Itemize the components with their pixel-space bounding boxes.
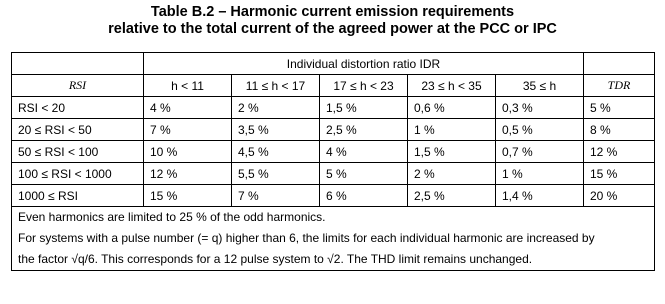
table-cell: 2,5 % — [408, 185, 496, 207]
table-cell: 12 % — [584, 141, 655, 163]
header-empty-cell — [584, 53, 655, 75]
column-header-rsi: RSI — [12, 75, 144, 97]
table-row — [12, 141, 655, 163]
column-header-3: 17 ≤ h < 23 — [320, 75, 408, 97]
table-cell: 15 % — [584, 163, 655, 185]
table-cell: 5 % — [320, 163, 408, 185]
table-cell: 0,7 % — [496, 141, 584, 163]
table-cell: 1,5 % — [320, 97, 408, 119]
table-notes — [12, 207, 655, 271]
table-cell: 8 % — [584, 119, 655, 141]
header-row-columns — [12, 75, 655, 97]
table-row — [12, 119, 655, 141]
table-cell: 1 % — [496, 163, 584, 185]
column-header-tdr: TDR — [584, 75, 655, 97]
table-cell: 5 % — [584, 97, 655, 119]
table-cell: 0,3 % — [496, 97, 584, 119]
column-header-4: 23 ≤ h < 35 — [408, 75, 496, 97]
table-cell: 20 % — [584, 185, 655, 207]
row-label: 100 ≤ RSI < 1000 — [12, 163, 144, 185]
note-even-harmonics: Even harmonics are limited to 25 % of the odd harmonics. — [18, 210, 326, 224]
row-label: 20 ≤ RSI < 50 — [12, 119, 144, 141]
table-title-line-1: Table B.2 – Harmonic current emission requirements — [150, 4, 515, 20]
row-label: RSI < 20 — [12, 97, 144, 119]
table-title-line-2: relative to the total current of the agreed power at the PCC or IPC — [108, 21, 557, 37]
header-empty-cell — [12, 53, 144, 75]
table-cell: 0,6 % — [408, 97, 496, 119]
group-header-idr: Individual distortion ratio IDR — [144, 53, 584, 75]
column-header-5: 35 ≤ h — [496, 75, 584, 97]
table-row — [12, 185, 655, 207]
table-row — [12, 163, 655, 185]
harmonic-emission-table — [11, 52, 655, 271]
table-cell: 2 % — [232, 97, 320, 119]
column-header-2: 11 ≤ h < 17 — [232, 75, 320, 97]
table-cell: 15 % — [144, 185, 232, 207]
header-row-group — [12, 53, 655, 75]
table-cell: 6 % — [320, 185, 408, 207]
table-cell: 4 % — [144, 97, 232, 119]
table-cell: 3,5 % — [232, 119, 320, 141]
note-factor: the factor √q/6. This corresponds for a 12 pulse system to √2. The THD limit remains unchanged. — [18, 252, 533, 266]
note-pulse-number: For systems with a pulse number (= q) higher than 6, the limits for each individual harmonic are increased by — [18, 231, 595, 245]
table-cell: 2,5 % — [320, 119, 408, 141]
table-cell: 2 % — [408, 163, 496, 185]
table-cell: 12 % — [144, 163, 232, 185]
table-cell: 1,4 % — [496, 185, 584, 207]
table-cell: 1,5 % — [408, 141, 496, 163]
table-cell: 5,5 % — [232, 163, 320, 185]
table-row — [12, 97, 655, 119]
table-cell: 7 % — [144, 119, 232, 141]
table-cell: 10 % — [144, 141, 232, 163]
table-cell: 4 % — [320, 141, 408, 163]
column-header-1: h < 11 — [144, 75, 232, 97]
notes-row — [12, 207, 655, 271]
row-label: 50 ≤ RSI < 100 — [12, 141, 144, 163]
table-cell: 0,5 % — [496, 119, 584, 141]
table-cell: 7 % — [232, 185, 320, 207]
row-label: 1000 ≤ RSI — [12, 185, 144, 207]
table-cell: 4,5 % — [232, 141, 320, 163]
table-cell: 1 % — [408, 119, 496, 141]
